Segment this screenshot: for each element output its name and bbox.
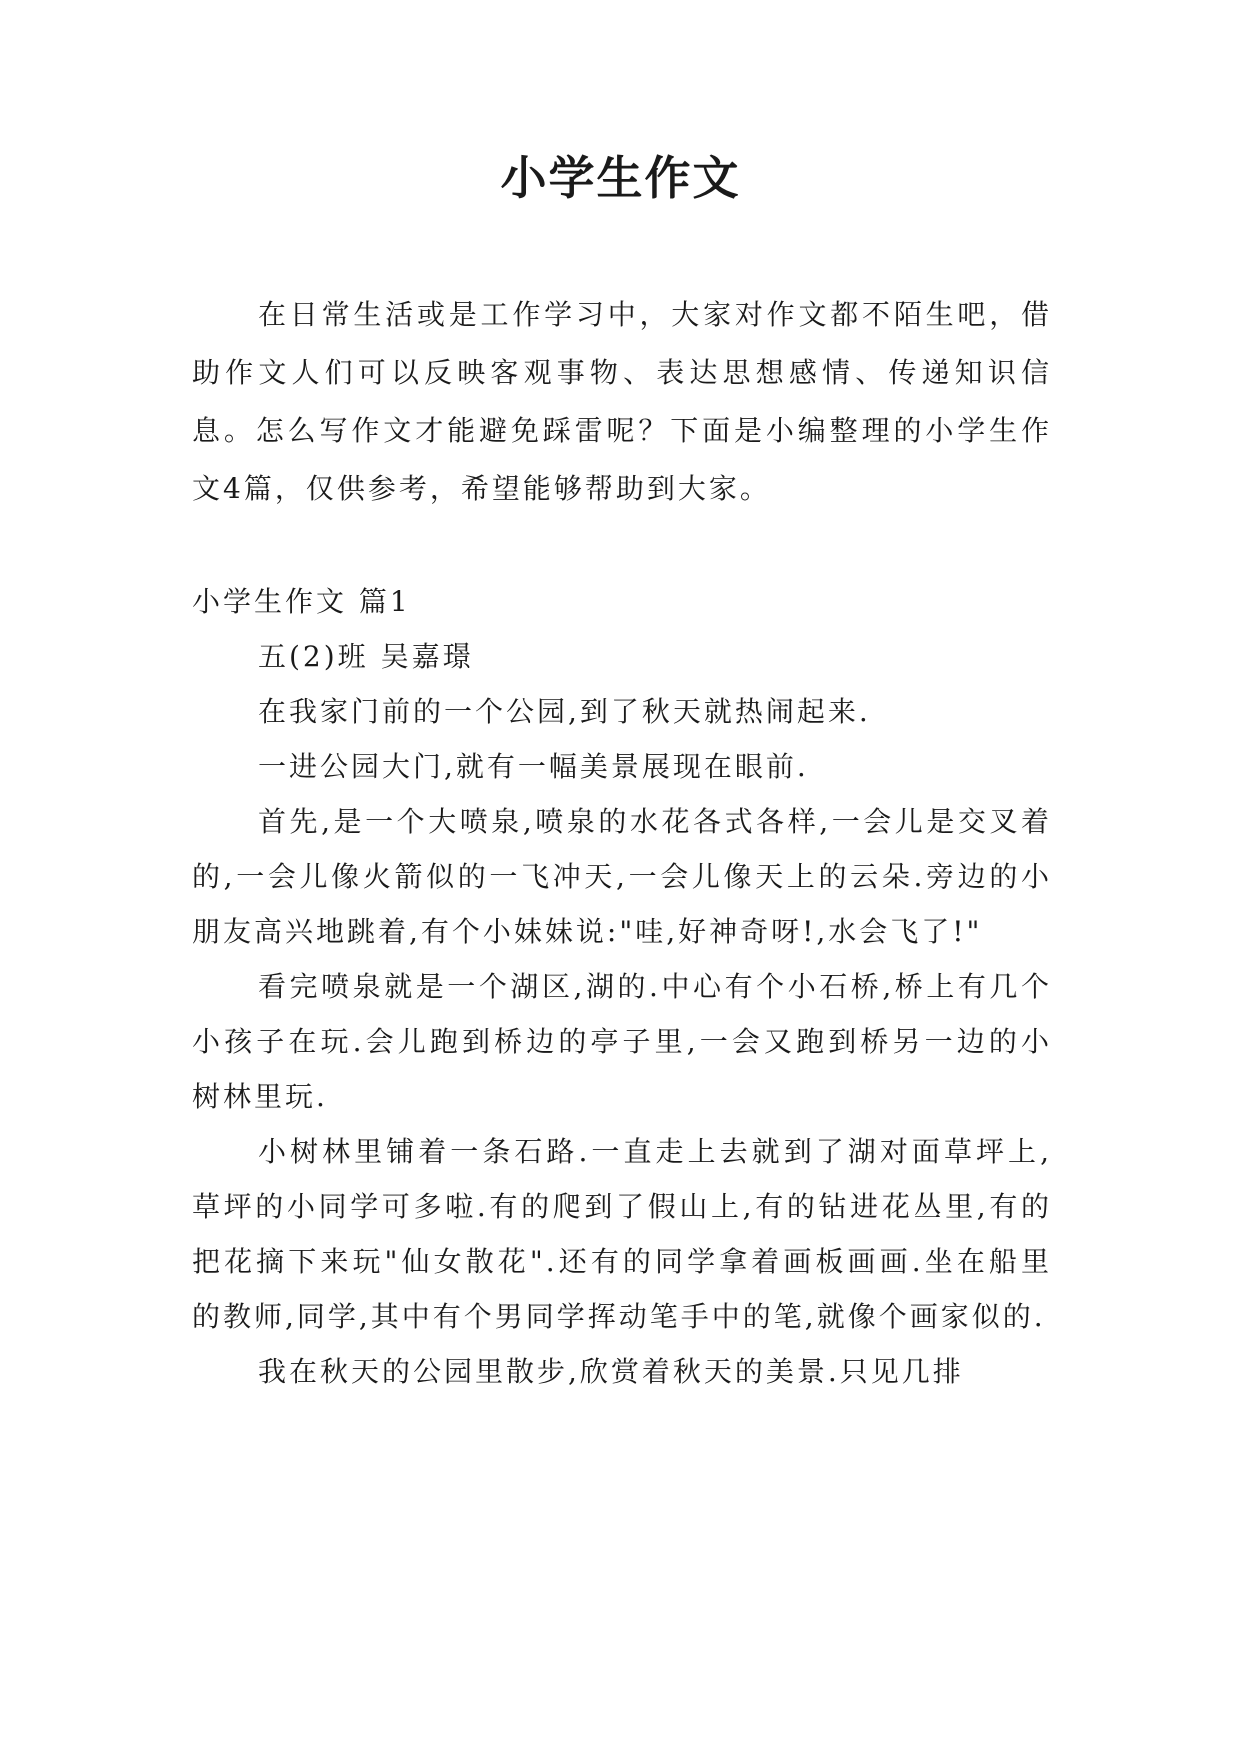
intro-paragraph: 在日常生活或是工作学习中，大家对作文都不陌生吧，借助作文人们可以反映客观事物、表达思想感情、传递知识信息。怎么写作文才能避免踩雷呢？下面是小编整理的小学生作文4篇，仅供参考，希望能够帮助到大家。 [192,298,1052,505]
body-paragraph: 我在秋天的公园里散步,欣赏着秋天的美景.只见几排 [258,1355,964,1388]
document-body [192,286,1052,1399]
body-paragraph: 小树林里铺着一条石路.一直走上去就到了湖对面草坪上,草坪的小同学可多啦.有的爬到了假山上,有的钻进花丛里,有的把花摘下来玩"仙女散花".还有的同学拿着画板画画.坐在船里的教师,同学,其中有个男同学挥动笔手中的笔,就像个画家似的. [192,1135,1052,1333]
body-paragraph: 一进公园大门,就有一幅美景展现在眼前. [258,750,809,783]
body-paragraph: 在我家门前的一个公园,到了秋天就热闹起来. [258,695,871,728]
body-paragraph: 首先,是一个大喷泉,喷泉的水花各式各样,一会儿是交叉着的,一会儿像火箭似的一飞冲天,一会儿像天上的云朵.旁边的小朋友高兴地跳着,有个小妹妹说:"哇,好神奇呀!,水会飞了!" [192,805,1052,948]
body-paragraph: 看完喷泉就是一个湖区,湖的.中心有个小石桥,桥上有几个小孩子在玩.会儿跑到桥边的亭子里,一会又跑到桥另一边的小树林里玩. [192,970,1052,1113]
section-heading: 小学生作文 篇1 [192,585,411,618]
author-line: 五(2)班 吴嘉璟 [258,640,474,673]
page-title: 小学生作文 [500,151,741,205]
